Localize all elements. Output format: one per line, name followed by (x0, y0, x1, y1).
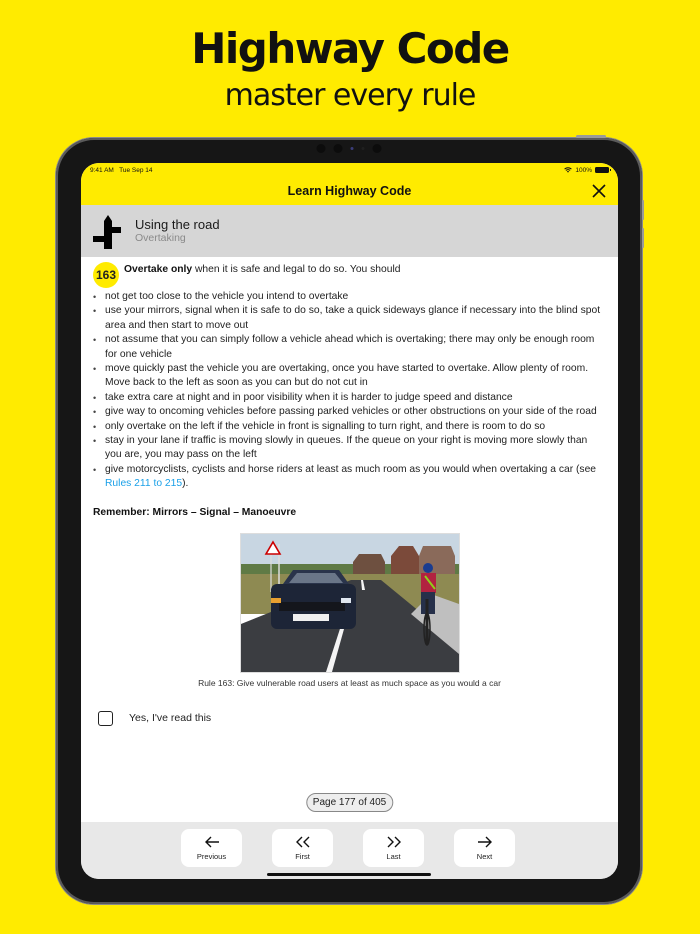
list-item-text: ). (182, 478, 189, 490)
top-button (576, 135, 606, 138)
rule-number-badge: 163 (93, 262, 119, 288)
list-item: • only overtake on the left if the vehicle in front is signalling to turn right, and there is room to do so (93, 420, 606, 434)
section-header (81, 205, 618, 257)
nav-bar (81, 177, 618, 205)
sensor-icon (362, 147, 365, 150)
list-item-text: give motorcyclists, cyclists and horse riders at least as much room as you would when overtaking a car (see (105, 463, 597, 475)
rule-lead-bold: Overtake only (124, 264, 193, 275)
list-item: • stay in your lane if traffic is moving slowly in queues. If the queue on your right is moving more slowly than you are, you may pass on the left (93, 434, 606, 463)
read-checkbox-label[interactable]: Yes, I've read this (129, 711, 212, 724)
next-label: Next (476, 852, 493, 861)
first-label: First (295, 852, 310, 861)
pagination-buttons (181, 829, 515, 867)
next-button[interactable] (454, 829, 515, 867)
section-subtitle: Overtaking (135, 232, 186, 244)
status-bar (81, 163, 618, 177)
list-item: • not assume that you can simply follow a vehicle ahead which is overtaking; there may only be enough room for one vehicle (93, 333, 606, 362)
previous-label: Previous (196, 852, 227, 861)
camera-array (317, 144, 382, 153)
camera-icon (334, 144, 343, 153)
section-text (135, 217, 220, 245)
sensor-icon (351, 147, 354, 150)
bottom-toolbar (81, 822, 618, 879)
nav-title: Learn Highway Code (287, 184, 412, 198)
app-screen (81, 163, 618, 879)
close-icon[interactable] (590, 182, 608, 200)
list-item: • use your mirrors, signal when it is safe to do so, take a quick sideways glance if necessary into the blind spot area and then start to move out (93, 304, 606, 333)
double-chevron-left-icon (295, 835, 311, 849)
rule-illustration (240, 533, 460, 673)
arrow-left-icon (204, 835, 220, 849)
list-item: • take extra care at night and in poor visibility when it is harder to judge speed and distance (93, 391, 606, 405)
home-indicator[interactable] (267, 873, 431, 876)
battery-icon (595, 167, 609, 173)
rules-211-215-link[interactable]: Rules 211 to 215 (105, 478, 183, 490)
car-and-cyclist-photo (241, 534, 459, 672)
rule-lead-text: when it is safe and legal to do so. You should (192, 264, 401, 275)
rule-bullet-list (93, 290, 606, 492)
list-item: • move quickly past the vehicle you are overtaking, once you have started to overtake. Allow plenty of room. Move back to the left as soon as you can but do not cut in (93, 362, 606, 391)
promo-title: Highway Code (191, 24, 509, 73)
promo-subtitle: master every rule (224, 78, 476, 113)
camera-icon (317, 144, 326, 153)
previous-button[interactable] (181, 829, 242, 867)
read-confirmation[interactable] (93, 711, 606, 726)
remember-note: Remember: Mirrors – Signal – Manoeuvre (93, 506, 297, 518)
list-item: • not get too close to the vehicle you intend to overtake (93, 290, 606, 304)
double-chevron-right-icon (386, 835, 402, 849)
list-item (93, 463, 606, 492)
status-time: 9:41 AM (90, 166, 114, 174)
volume-down-button (642, 228, 644, 248)
status-right (564, 167, 609, 174)
volume-up-button (642, 200, 644, 220)
page-indicator: Page 177 of 405 (306, 793, 393, 812)
last-button[interactable] (363, 829, 424, 867)
first-button[interactable] (272, 829, 333, 867)
image-caption: Rule 163: Give vulnerable road users at least as much space as you would a car (198, 678, 501, 689)
camera-icon (373, 144, 382, 153)
wifi-icon (564, 167, 572, 173)
status-left (90, 167, 153, 174)
rule-heading (93, 263, 606, 288)
road-junction-sign-icon (91, 212, 123, 250)
battery-percent: 100% (575, 166, 592, 174)
list-item: • give way to oncoming vehicles before passing parked vehicles or other obstructions on your side of the road (93, 405, 606, 419)
last-label: Last (386, 852, 401, 861)
rule-content (81, 257, 618, 726)
read-checkbox[interactable] (98, 711, 113, 726)
section-title: Using the road (135, 217, 220, 232)
arrow-right-icon (477, 835, 493, 849)
status-date: Tue Sep 14 (119, 166, 153, 174)
rule-lead (124, 263, 401, 277)
